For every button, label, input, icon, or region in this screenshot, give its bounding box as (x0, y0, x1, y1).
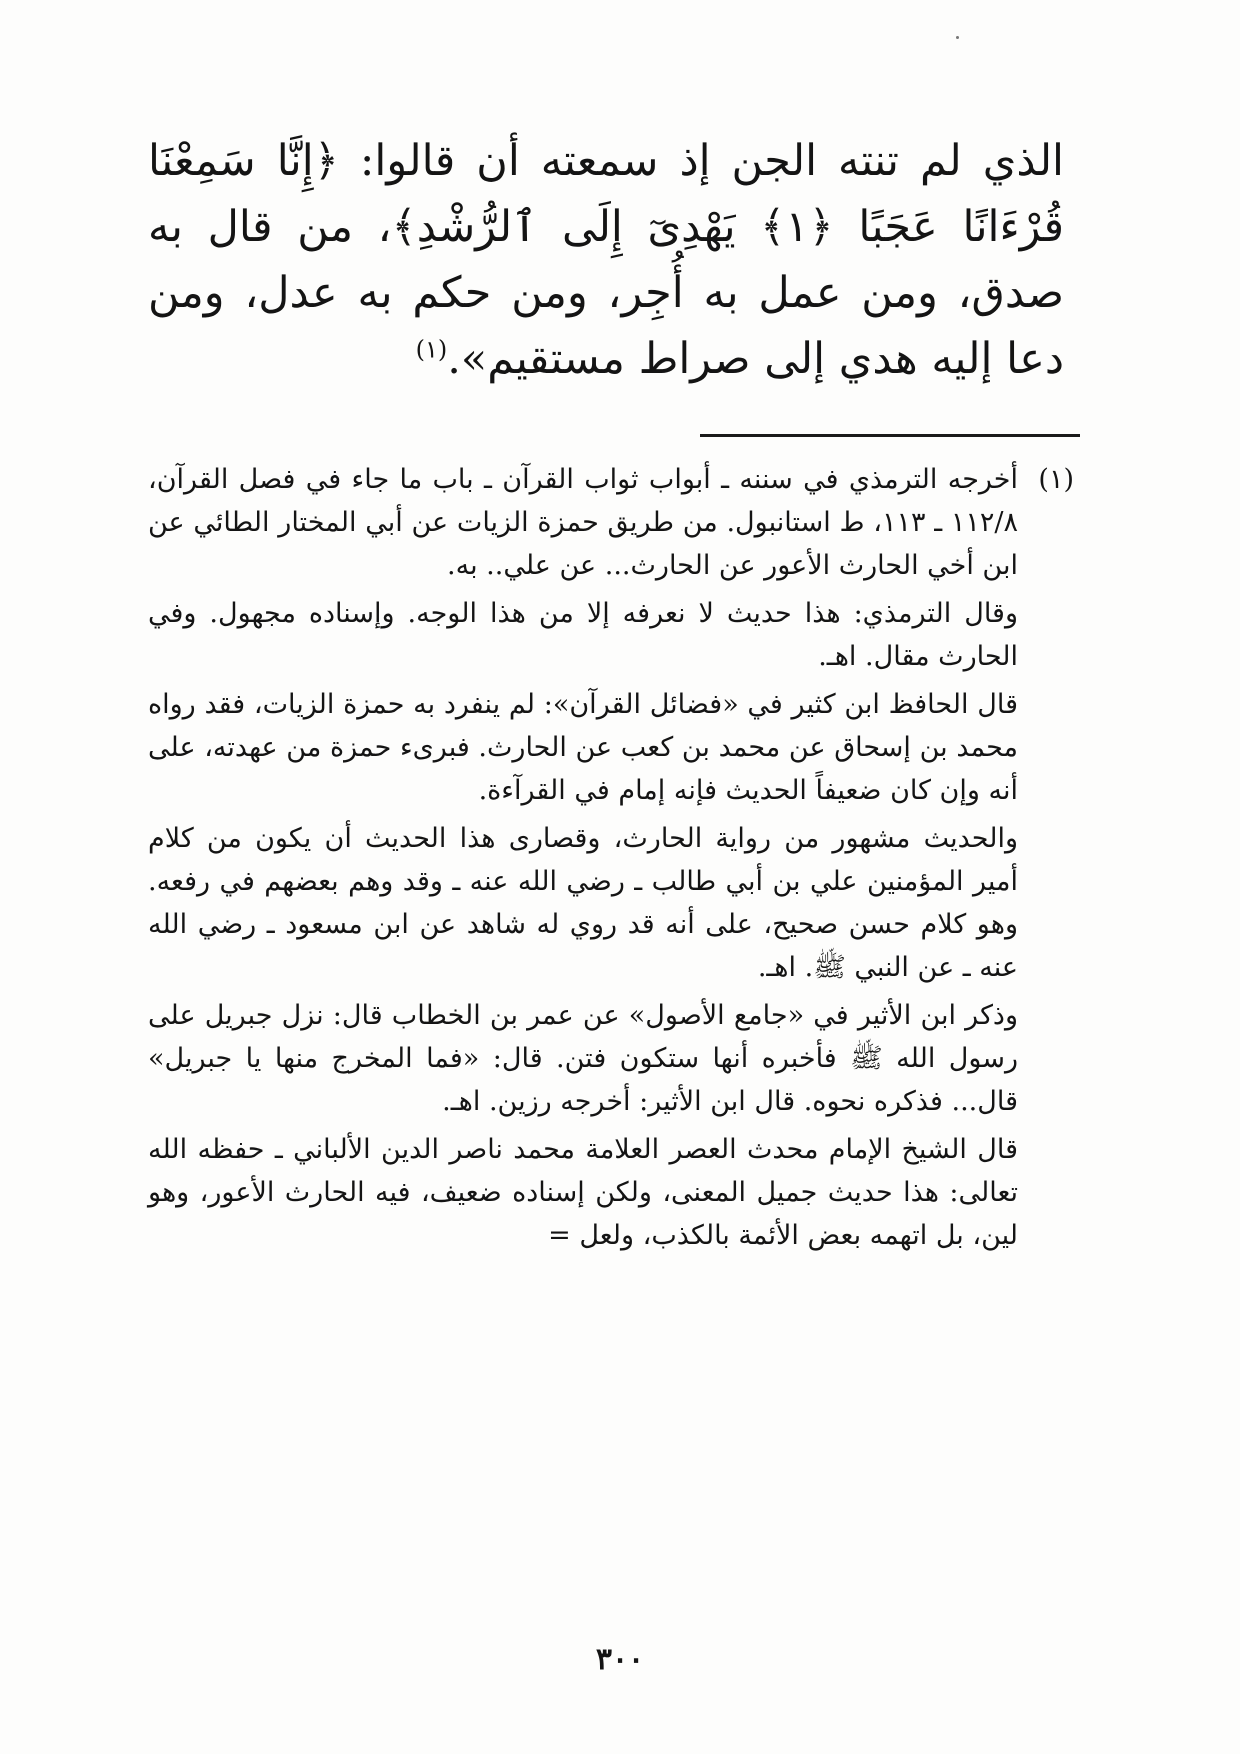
scan-speck (956, 36, 959, 39)
footnote-body (148, 458, 1018, 1262)
footnote-entry (148, 458, 1074, 1262)
main-text-body: الذي لم تنته الجن إذ سمعته أن قالوا: ﴿إِنَّا سَمِعْنَا قُرْءَانًا عَجَبًا ﴿١﴾ يَهْدِىٓ إِلَى ٱلرُّشْدِ﴾، من قال به صدق، ومن عمل به أُجِر، ومن حكم به عدل، ومن دعا إليه هدي إلى صراط مستقيم». (148, 136, 1065, 384)
footnotes-section (148, 458, 1074, 1262)
footnote-paragraph: قال الشيخ الإمام محدث العصر العلامة محمد ناصر الدين الألباني ـ حفظه الله تعالى: هذا حديث جميل المعنى، ولكن إسناده ضعيف، فيه الحارث الأعور، وهو لين، بل اتهمه بعض الأئمة بالكذب، ولعل = (148, 1134, 1018, 1251)
footnote-paragraph: وذكر ابن الأثير في «جامع الأصول» عن عمر بن الخطاب قال: نزل جبريل على رسول الله ﷺ فأخبره أنها ستكون فتن. قال: «فما المخرج منها يا جبريل» قال... فذكره نحوه. قال ابن الأثير: أخرجه رزين. اهـ. (148, 1000, 1018, 1117)
footnote-paragraph: قال الحافظ ابن كثير في «فضائل القرآن»: لم ينفرد به حمزة الزيات، فقد رواه محمد بن إسحاق عن محمد بن كعب عن الحارث. فبرىء حمزة من عهدته، على أنه وإن كان ضعيفاً الحديث فإنه إمام في القرآءة. (148, 689, 1018, 806)
footnote-paragraph: أخرجه الترمذي في سننه ـ أبواب ثواب القرآن ـ باب ما جاء في فصل القرآن، ١١٢/٨ ـ ١١٣، ط استانبول. من طريق حمزة الزيات عن أبي المختار الطائي عن ابن أخي الحارث الأعور عن الحارث... عن علي.. به. (148, 464, 1018, 581)
footnote-reference: (١) (415, 335, 448, 364)
footnote-marker: (١) (1038, 464, 1074, 495)
footnote-paragraph: وقال الترمذي: هذا حديث لا نعرفه إلا من هذا الوجه. وإسناده مجهول. وفي الحارث مقال. اهـ. (148, 598, 1018, 672)
footnote-separator (700, 434, 1080, 437)
footnote-paragraph: والحديث مشهور من رواية الحارث، وقصارى هذا الحديث أن يكون من كلام أمير المؤمنين علي بن أبي طالب ـ رضي الله عنه ـ وقد وهم بعضهم في رفعه. وهو كلام حسن صحيح، على أنه قد روي له شاهد عن ابن مسعود ـ رضي الله عنه ـ عن النبي ﷺ. اهـ. (148, 823, 1018, 983)
main-text (148, 128, 1064, 392)
page-number: ٣٠٠ (595, 1642, 645, 1677)
